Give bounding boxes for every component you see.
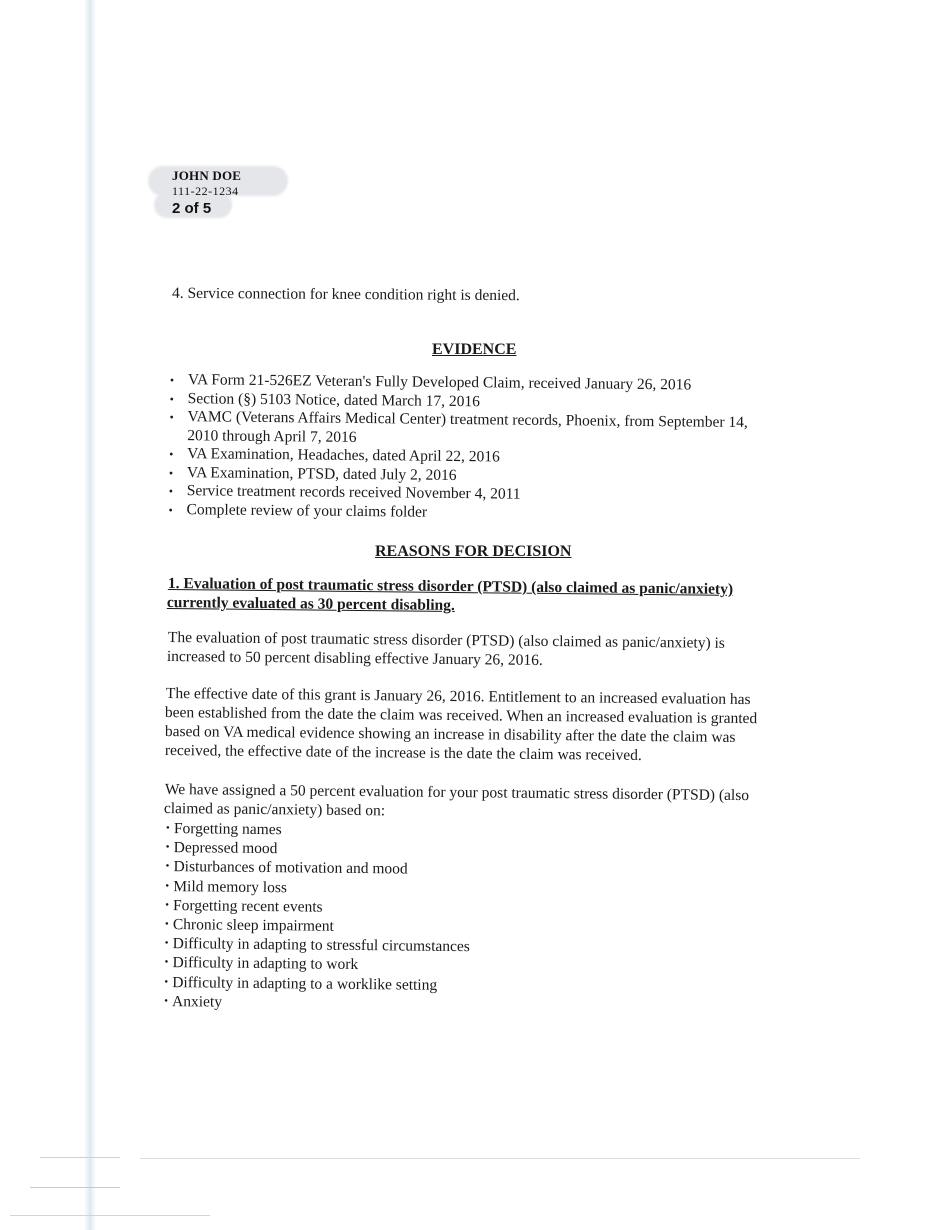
- scan-edge-shadow: [84, 0, 96, 1230]
- evidence-list: [168, 371, 748, 525]
- paragraph-assigned-line2: claimed as panic/anxiety) based on:: [163, 800, 386, 820]
- paragraph-effective-date-line3: based on VA medical evidence showing an increase in disability after the date the claim was: [164, 723, 736, 746]
- claimant-name: JOHN DOE: [172, 168, 242, 183]
- decision-item-4: 4. Service connection for knee condition right is denied.: [171, 284, 520, 305]
- list-item: • VA Examination, PTSD, dated July 2, 2016: [169, 463, 747, 488]
- list-item: • Depressed mood: [166, 838, 471, 860]
- list-item-continuation: 2010 through April 7, 2016: [187, 426, 357, 446]
- list-item: • VAMC (Veterans Affairs Medical Center) treatment records, Phoenix, from September 14,: [169, 408, 747, 433]
- paragraph-evaluation-line1: The evaluation of post traumatic stress disorder (PTSD) (also claimed as panic/anxiety) is: [167, 629, 725, 652]
- scan-artifact-line: [140, 1158, 860, 1159]
- list-item: • VA Examination, Headaches, dated April 22, 2016: [169, 445, 747, 470]
- claimant-header: [148, 164, 288, 224]
- paragraph-effective-date-line4: received, the effective date of the increase is the date the claim was received.: [164, 742, 642, 764]
- list-item: • Service treatment records received November 4, 2011: [169, 482, 747, 507]
- scan-artifact-line: [10, 1215, 210, 1216]
- page-indicator: 2 of 5: [172, 200, 212, 217]
- list-item: • Chronic sleep impairment: [165, 915, 470, 937]
- list-item: • VA Form 21-526EZ Veteran's Fully Developed Claim, received January 26, 2016: [170, 371, 748, 396]
- paragraph-assigned-line1: We have assigned a 50 percent evaluation for your post traumatic stress disorder (PTSD) (also: [164, 781, 750, 805]
- reasons-heading: REASONS FOR DECISION: [375, 543, 572, 560]
- file-number: 111-22-1234: [172, 184, 239, 198]
- paragraph-effective-date-line1: The effective date of this grant is January 26, 2016. Entitlement to an increased evaluation has: [165, 685, 751, 709]
- list-item: • Disturbances of motivation and mood: [165, 857, 470, 879]
- list-item: • Difficulty in adapting to stressful circumstances: [165, 934, 470, 956]
- issue-1-title-line2: currently evaluated as 30 percent disabling.: [166, 594, 455, 615]
- list-item: • Forgetting recent events: [165, 896, 470, 918]
- issue-1-title-line1: 1. Evaluation of post traumatic stress disorder (PTSD) (also claimed as panic/anxiety): [167, 575, 734, 598]
- scan-artifact-line: [40, 1157, 120, 1158]
- list-item: • Anxiety: [164, 992, 469, 1014]
- scan-artifact-line: [30, 1187, 120, 1188]
- symptom-list: [164, 819, 471, 1014]
- list-item: • Forgetting names: [166, 819, 471, 841]
- evidence-heading: EVIDENCE: [432, 341, 517, 358]
- paragraph-evaluation-line2: increased to 50 percent disabling effective January 26, 2016.: [166, 648, 543, 669]
- paragraph-effective-date-line2: been established from the date the claim was received. When an increased evaluation is granted: [164, 704, 758, 728]
- list-item: • Complete review of your claims folder: [168, 500, 746, 525]
- list-item: • Mild memory loss: [165, 877, 470, 899]
- list-item: • Difficulty in adapting to a worklike setting: [164, 973, 469, 995]
- list-item: • Section (§) 5103 Notice, dated March 17, 2016: [170, 389, 748, 414]
- list-item: • Difficulty in adapting to work: [164, 953, 469, 975]
